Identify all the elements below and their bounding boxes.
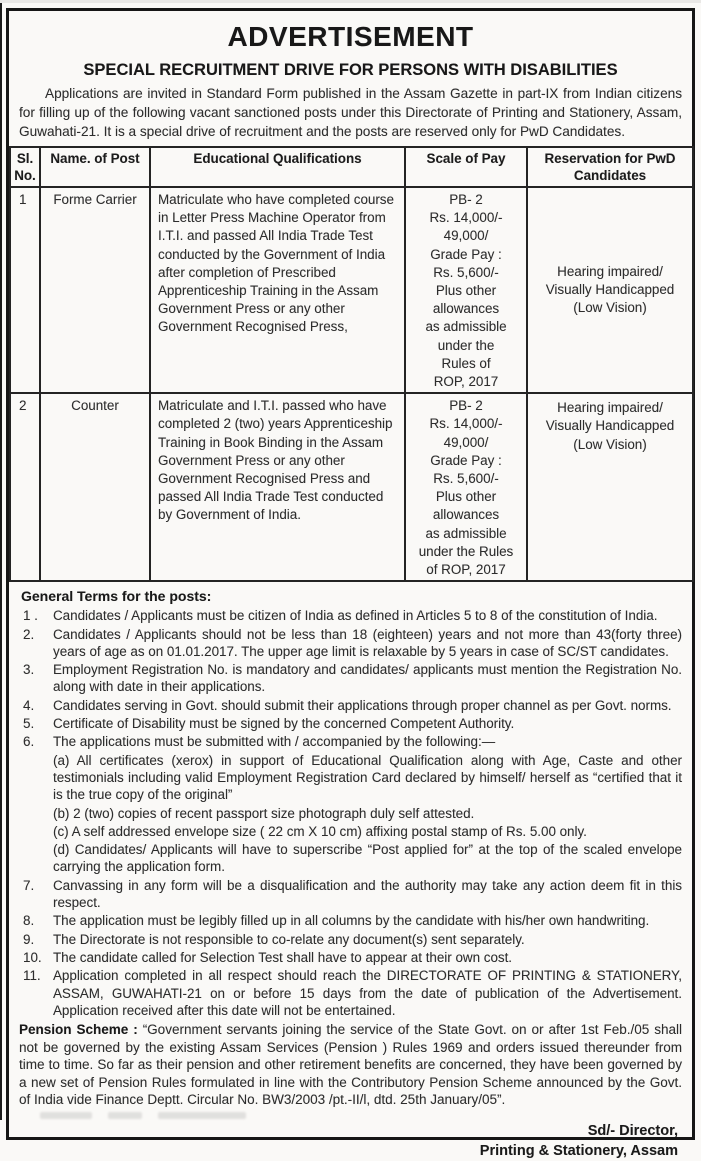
term-marker [19,841,53,876]
pay-line: Rs. 5,600/- [433,471,499,487]
term-marker: 2. [23,626,35,642]
pension-paragraph [19,1021,682,1109]
general-terms-list [19,607,682,1019]
term-text: Canvassing in any form will be a disqualification and the authority may take any action deem fit in this respect. [53,877,682,911]
term-marker [19,805,53,822]
qualification-cell: Matriculate who have completed course in Letter Press Machine Operator from I.T.I. and passed All India Trade Test conducted by the Government of India after completion of Prescribed Apprenticeship Training in the Assam Government Press or any other Government Recognised Press, [150,187,405,393]
table-row [10,187,693,393]
term-item [19,949,682,966]
pay-line: under the [437,337,495,353]
qualification-cell: Matriculate and I.T.I. passed who have completed 2 (two) years Apprenticeship Training in Book Binding in the Assam Government Press or any other Government Recognised Press and passed All India Trade Test conducted by Government of India. [150,393,405,581]
term-item [19,626,682,661]
reservation-lines [529,263,691,318]
sl-no-cell: 1 [10,187,40,393]
term-marker: 8. [23,913,35,929]
term-item [19,661,682,696]
faint-print-blob [40,1112,92,1119]
term-text: Candidates serving in Govt. should submit their applications through proper channel as per Govt. norms. [53,697,672,713]
signature-line-1: Sd/- Director, [587,1123,678,1140]
sl-no-cell: 2 [10,393,40,581]
table-row [10,393,693,581]
footer-faint-print-artifact [40,1112,246,1119]
pay-line: as admissible [425,525,507,541]
post-name-cell: Forme Carrier [40,187,150,393]
header-reservation: Reservation for PwD Candidates [527,147,693,187]
scale-of-pay-cell [405,187,527,393]
term-text: Candidates / Applicants should not be less than 18 (eighteen) years and not more than 43(forty three) years of age as on 01.01.2017. The upper age limit is relaxable by 5 years in case of SC/ST candidates. [53,626,682,659]
term-item [19,841,682,876]
reservation-line: Visually Handicapped [545,282,675,298]
scale-of-pay-cell [405,393,527,581]
pay-line: Plus other [435,283,497,299]
pay-line: PB- 2 [449,398,483,414]
reservation-line: Visually Handicapped [545,418,675,434]
term-item [19,931,682,948]
header-scale-of-pay: Scale of Pay [405,147,527,187]
term-text: Candidates / Applicants must be citizen of India as defined in Articles 5 to 8 of the constitution of India. [53,608,658,624]
reservation-line: Hearing impaired/ [557,400,663,416]
pay-line: Rs. 5,600/- [433,264,499,280]
term-text: The Directorate is not responsible to co-relate any document(s) sent separately. [53,931,525,947]
term-item [19,733,682,750]
term-item [19,697,682,714]
term-text: The candidate called for Selection Test shall have to appear at their own cost. [53,949,513,965]
signature-block [19,1122,682,1161]
reservation-line: Hearing impaired/ [557,263,663,279]
term-marker: 1 . [23,608,38,624]
term-text: (a) All certificates (xerox) in support of Educational Qualification along with Age, Caste and other testimonials including valid Employment Registration Card declared by himself/ herself as “certified that it is the true copy of the original” [53,752,682,803]
pay-line: as admissible [425,319,507,335]
term-marker: 5. [23,716,35,732]
term-marker: 6. [23,734,35,750]
term-marker: 11. [23,968,41,984]
reservation-line: (Low Vision) [573,300,647,316]
scan-edge-artifact [0,0,701,3]
term-text: Employment Registration No. is mandatory and candidates/ applicants must mention the Registration No. along with date in their applications. [53,662,682,695]
pay-line: allowances [432,507,500,523]
term-text: The application must be legibly filled up in all columns by the candidate with his/her own handwriting. [53,913,650,929]
newspaper-column-rule [0,0,2,1120]
term-item [19,715,682,732]
header-educational-qualifications: Educational Qualifications [150,147,405,187]
pay-lines [407,191,525,391]
term-item [19,823,682,840]
term-marker: 4. [23,697,35,713]
table-header-row [10,147,693,187]
term-marker: 7. [23,877,35,893]
term-marker: 10. [23,949,42,965]
term-text: (c) A self addressed envelope size ( 22 cm X 10 cm) affixing postal stamp of Rs. 5.00 only. [53,823,587,839]
post-name-cell: Counter [40,393,150,581]
term-marker: 9. [23,931,35,947]
reservation-line: (Low Vision) [573,436,647,452]
term-item [19,912,682,929]
faint-print-blob [108,1112,142,1119]
term-item [19,967,682,1019]
term-marker [19,752,53,804]
pay-line: Plus other [435,489,497,505]
header-sl-no: Sl. No. [10,147,40,187]
term-text: (b) 2 (two) copies of recent passport size photograph duly self attested. [53,805,475,821]
page-subtitle: SPECIAL RECRUITMENT DRIVE FOR PERSONS WITH DISABILITIES [83,61,618,79]
signature-line-2: Printing & Stationery, Assam [479,1142,678,1159]
pay-line: Rs. 14,000/- [429,210,503,226]
term-marker [19,823,53,840]
term-text: The applications must be submitted with / accompanied by the following:— [53,734,496,750]
faint-print-blob [158,1112,246,1119]
pension-label: Pension Scheme : [19,1022,138,1038]
term-text: (d) Candidates/ Applicants will have to superscribe “Post applied for” at the top of the scaled envelope carrying the application form. [53,842,682,875]
advertisement-box [6,8,695,1159]
reservation-cell [527,187,693,393]
pay-line: Rs. 14,000/- [429,416,503,432]
pay-line: Grade Pay : [430,452,502,468]
pay-line: Rules of [441,355,491,371]
header-name-of-post: Name. of Post [40,147,150,187]
pay-lines [407,397,525,579]
pay-line: under the Rules [418,543,514,559]
advertisement-content [9,11,692,1161]
pay-line: PB- 2 [449,192,483,207]
term-item [19,752,682,804]
reservation-lines [529,399,691,454]
term-marker: 3. [23,662,35,678]
posts-table [9,146,694,582]
pay-line: of ROP, 2017 [426,562,506,578]
term-text: Application completed in all respect should reach the DIRECTORATE OF PRINTING & STATIONERY, ASSAM, GUWAHATI-21 on or before 15 days from the date of publication of the Advertisement. Application received after this date will not be entertained. [53,968,682,1018]
pension-text: “Government servants joining the service of the State Govt. on or after 1st Feb./05 shall not be governed by the existing Assam Services (Pension ) Rules 1969 and orders issued thereunder from time to time. So far as their pension and other retirement benefits are concerned, they have been governed by a new set of Pension Rules formulated in line with the Contributory Pension Scheme announced by the Govt. of India vide Finance Deptt. Circular No. BW3/2003 /pt.-II/l, dtd. 25th January/05”. [19,1022,682,1108]
term-text: Certificate of Disability must be signed by the concerned Competent Authority. [53,716,515,732]
pay-line: 49,000/ [443,228,489,244]
general-terms-heading: General Terms for the posts: [21,588,212,605]
term-item [19,607,682,624]
pay-line: 49,000/ [443,434,489,450]
term-item [19,805,682,822]
pay-line: Grade Pay : [430,246,502,262]
term-item [19,877,682,912]
pay-line: allowances [432,301,500,317]
reservation-cell [527,393,693,581]
pay-line: ROP, 2017 [433,374,499,390]
page-title: ADVERTISEMENT [227,21,474,52]
intro-paragraph: Applications are invited in Standard Form published in the Assam Gazette in part-IX from Indian citizens for filling up of the following vacant sanctioned posts under this Directorate of Printing and Stationery, Assam, Guwahati-21. It is a special drive of recruitment and the posts are reserved only for PwD Candidates. [19,86,682,139]
